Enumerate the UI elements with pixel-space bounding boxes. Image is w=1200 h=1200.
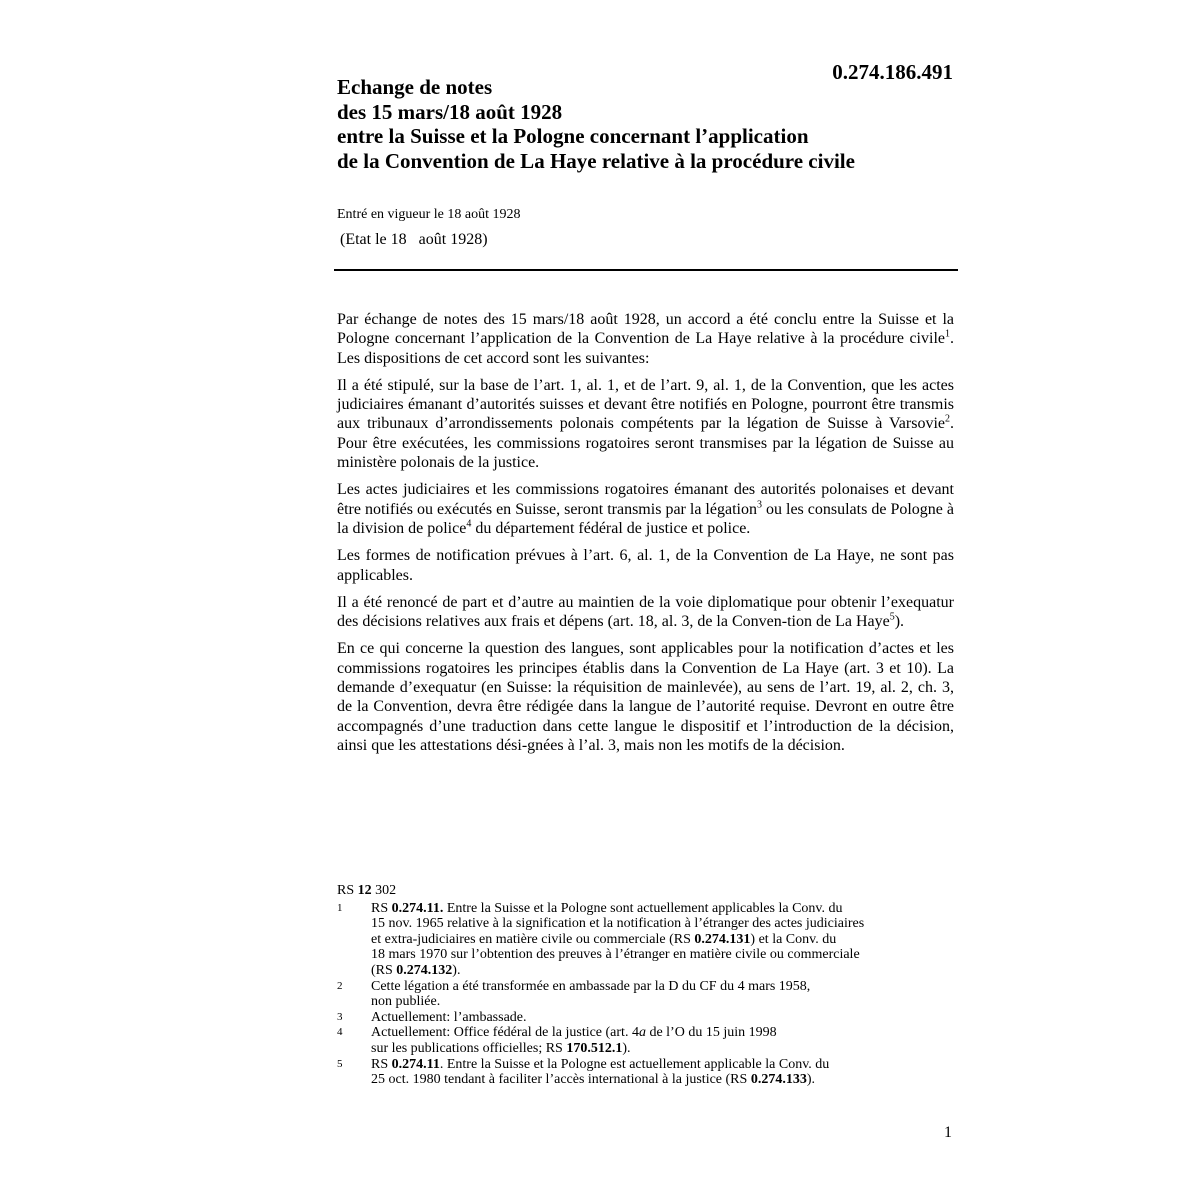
text-run: Cette légation a été transformée en ambassade par la D du CF du 4 mars 1958,: [371, 978, 811, 994]
title-line: de la Convention de La Haye relative à la procédure civile: [337, 148, 855, 173]
body-paragraph: [337, 593, 954, 632]
title-line: des 15 mars/18 août 1928: [337, 99, 563, 124]
footnote-line: [371, 916, 957, 932]
footnote-ref: 4: [466, 518, 472, 530]
text-run: non publiée.: [371, 994, 441, 1010]
text-run: du département fédéral de justice et police.: [471, 519, 751, 537]
footnote-line: [371, 901, 957, 917]
text-run: sur les publications officielles; RS: [371, 1040, 567, 1056]
footnote-line: [371, 1025, 957, 1041]
footnote-text: [371, 1010, 957, 1026]
text-run: Les formes de notification prévues à l’art. 6, al. 1, de la Convention de La Haye, ne sont pas applicables.: [337, 547, 954, 584]
text-run: ou les consulats de Pologne à la division de police: [337, 500, 955, 537]
body-paragraph: [337, 546, 954, 585]
footnote-ref: 2: [945, 414, 950, 426]
title-line: entre la Suisse et la Pologne concernant l’application: [337, 124, 809, 148]
source-reference: [337, 883, 957, 899]
italic-text: a: [638, 1025, 646, 1041]
bold-reference: 0.274.11.: [391, 900, 444, 916]
source-bold: 12: [357, 883, 372, 898]
footnote-ref: 5: [889, 611, 895, 623]
text-run: 18 mars 1970 sur l’obtention des preuves à l’étranger en matière civile ou commerciale: [371, 947, 860, 963]
text-run: ).: [894, 613, 905, 631]
text-run: Entre la Suisse et la Pologne sont actuellement applicables la Conv. du: [443, 900, 843, 916]
body-paragraph: [337, 480, 954, 538]
text-run: et extra-judiciaires en matière civile ou commerciale (RS: [371, 931, 695, 947]
footnote-line: [371, 932, 957, 948]
footnote: [337, 979, 957, 1010]
text-run: ) et la Conv. du: [750, 931, 837, 947]
source-suffix: 302: [371, 883, 397, 898]
text-run: 25 oct. 1980 tendant à faciliter l’accès international à la justice (RS: [371, 1072, 751, 1088]
body-paragraph: [337, 376, 954, 472]
footnote-number: 2: [337, 979, 343, 992]
text-run: En ce qui concerne la question des langues, sont applicables pour la notification d’actes et les commissions rogatoires les principes établis dans la Convention de La Haye (art. 3 et 10). La demande d’exequatur (en Suisse: la réquisition de mainlevée), au sens de l’art. 19, al. 2, ch. 3, de la Convention, devra être rédigée dans la langue de l’autorité requise. Devront en outre être accompagnés d’une traduction dans cette langue le dispositif et l’introduction de la décision, ainsi que les attestations dési-gnées à l’al. 3, mais non les motifs de la décision.: [337, 640, 954, 754]
footnote-line: [371, 1072, 957, 1088]
footnote: [337, 1057, 957, 1088]
text-run: Les actes judiciaires et les commissions rogatoires émanant des autorités polonaises et devant être notifiés ou exécutés en Suisse, seront transmis par la légation: [337, 481, 954, 518]
text-run: 15 nov. 1965 relative à la signification et la notification à l’étranger des actes judiciaires: [371, 916, 865, 932]
text-run: Il a été renoncé de part et d’autre au maintien de la voie diplomatique pour obtenir l’exequatur des décisions relatives aux frais et dépens (art. 18, al. 3, de la Conven-tion de La Haye: [337, 593, 954, 631]
footnote: [337, 1010, 957, 1026]
footnote-line: [371, 947, 957, 963]
footnote-line: [371, 963, 957, 979]
text-run: Par échange de notes des 15 mars/18 août 1928, un accord a été conclu entre la Suisse et la Pologne concernant l’application de la Convention de La Haye relative à la procédure civile: [337, 311, 954, 348]
page-number: 1: [944, 1124, 952, 1141]
footnote-line: [371, 1010, 957, 1026]
footnote-number: 5: [337, 1057, 343, 1070]
text-run: Actuellement: l’ambassade.: [371, 1009, 527, 1025]
footnote-line: [371, 979, 957, 995]
footnotes-section: [337, 883, 957, 1088]
footnote-text: [371, 901, 957, 979]
header-divider: [334, 269, 958, 271]
body-paragraph: [337, 310, 954, 368]
text-run: de l’O du 15 juin 1998: [645, 1025, 777, 1041]
bold-reference: 0.274.11: [391, 1056, 440, 1072]
text-run: ).: [806, 1072, 815, 1088]
footnote-text: [371, 1057, 957, 1088]
footnote-line: [371, 994, 957, 1010]
footnote-number: 1: [337, 901, 343, 914]
text-run: ).: [452, 962, 461, 978]
text-run: . Pour être exécutées, les commissions rogatoires seront transmises par la légation de Suisse au ministère polonais de la justice.: [337, 415, 954, 472]
document-state: (Etat le 18 août 1928): [340, 231, 488, 248]
text-run: ).: [622, 1040, 631, 1056]
document-body: [337, 310, 954, 763]
document-meta: [337, 206, 957, 250]
footnote-list: [337, 901, 957, 1088]
footnote-text: [371, 979, 957, 1010]
footnote-text: [371, 1025, 957, 1056]
bold-reference: 0.274.132: [396, 962, 453, 978]
text-run: Actuellement: Office fédéral de la justice (art. 4: [371, 1025, 639, 1041]
bold-reference: 170.512.1: [566, 1040, 623, 1056]
text-run: . Les dispositions de cet accord sont les suivantes:: [337, 330, 954, 367]
footnote-number: 4: [337, 1026, 343, 1039]
source-prefix: RS: [337, 883, 358, 898]
text-run: RS: [371, 1056, 392, 1072]
text-run: RS: [371, 900, 392, 916]
text-run: . Entre la Suisse et la Pologne est actuellement applicable la Conv. du: [439, 1056, 830, 1072]
footnote-line: [371, 1041, 957, 1057]
document-title: [337, 75, 977, 173]
footnote-ref: 3: [756, 499, 762, 511]
footnote: [337, 1025, 957, 1056]
text-run: Il a été stipulé, sur la base de l’art. 1, al. 1, et de l’art. 9, al. 1, de la Convention, que les actes judiciaires émanant d’autorités suisses et devant être notifiés en Pologne, pourront être transmis aux tribunaux d’arrondissements polonais compétents par la légation de Suisse à Varsovie: [337, 376, 954, 433]
title-line: Echange de notes: [337, 75, 493, 99]
footnote-line: [371, 1057, 957, 1073]
document-number: 0.274.186.491: [832, 60, 953, 84]
footnote: [337, 901, 957, 979]
footnote-ref: 1: [945, 328, 950, 340]
bold-reference: 0.274.131: [694, 931, 751, 947]
text-run: (RS: [371, 962, 397, 978]
footnote-number: 3: [337, 1010, 343, 1023]
body-paragraph: [337, 639, 954, 755]
bold-reference: 0.274.133: [750, 1072, 807, 1088]
entry-into-force: Entré en vigueur le 18 août 1928: [337, 207, 521, 222]
